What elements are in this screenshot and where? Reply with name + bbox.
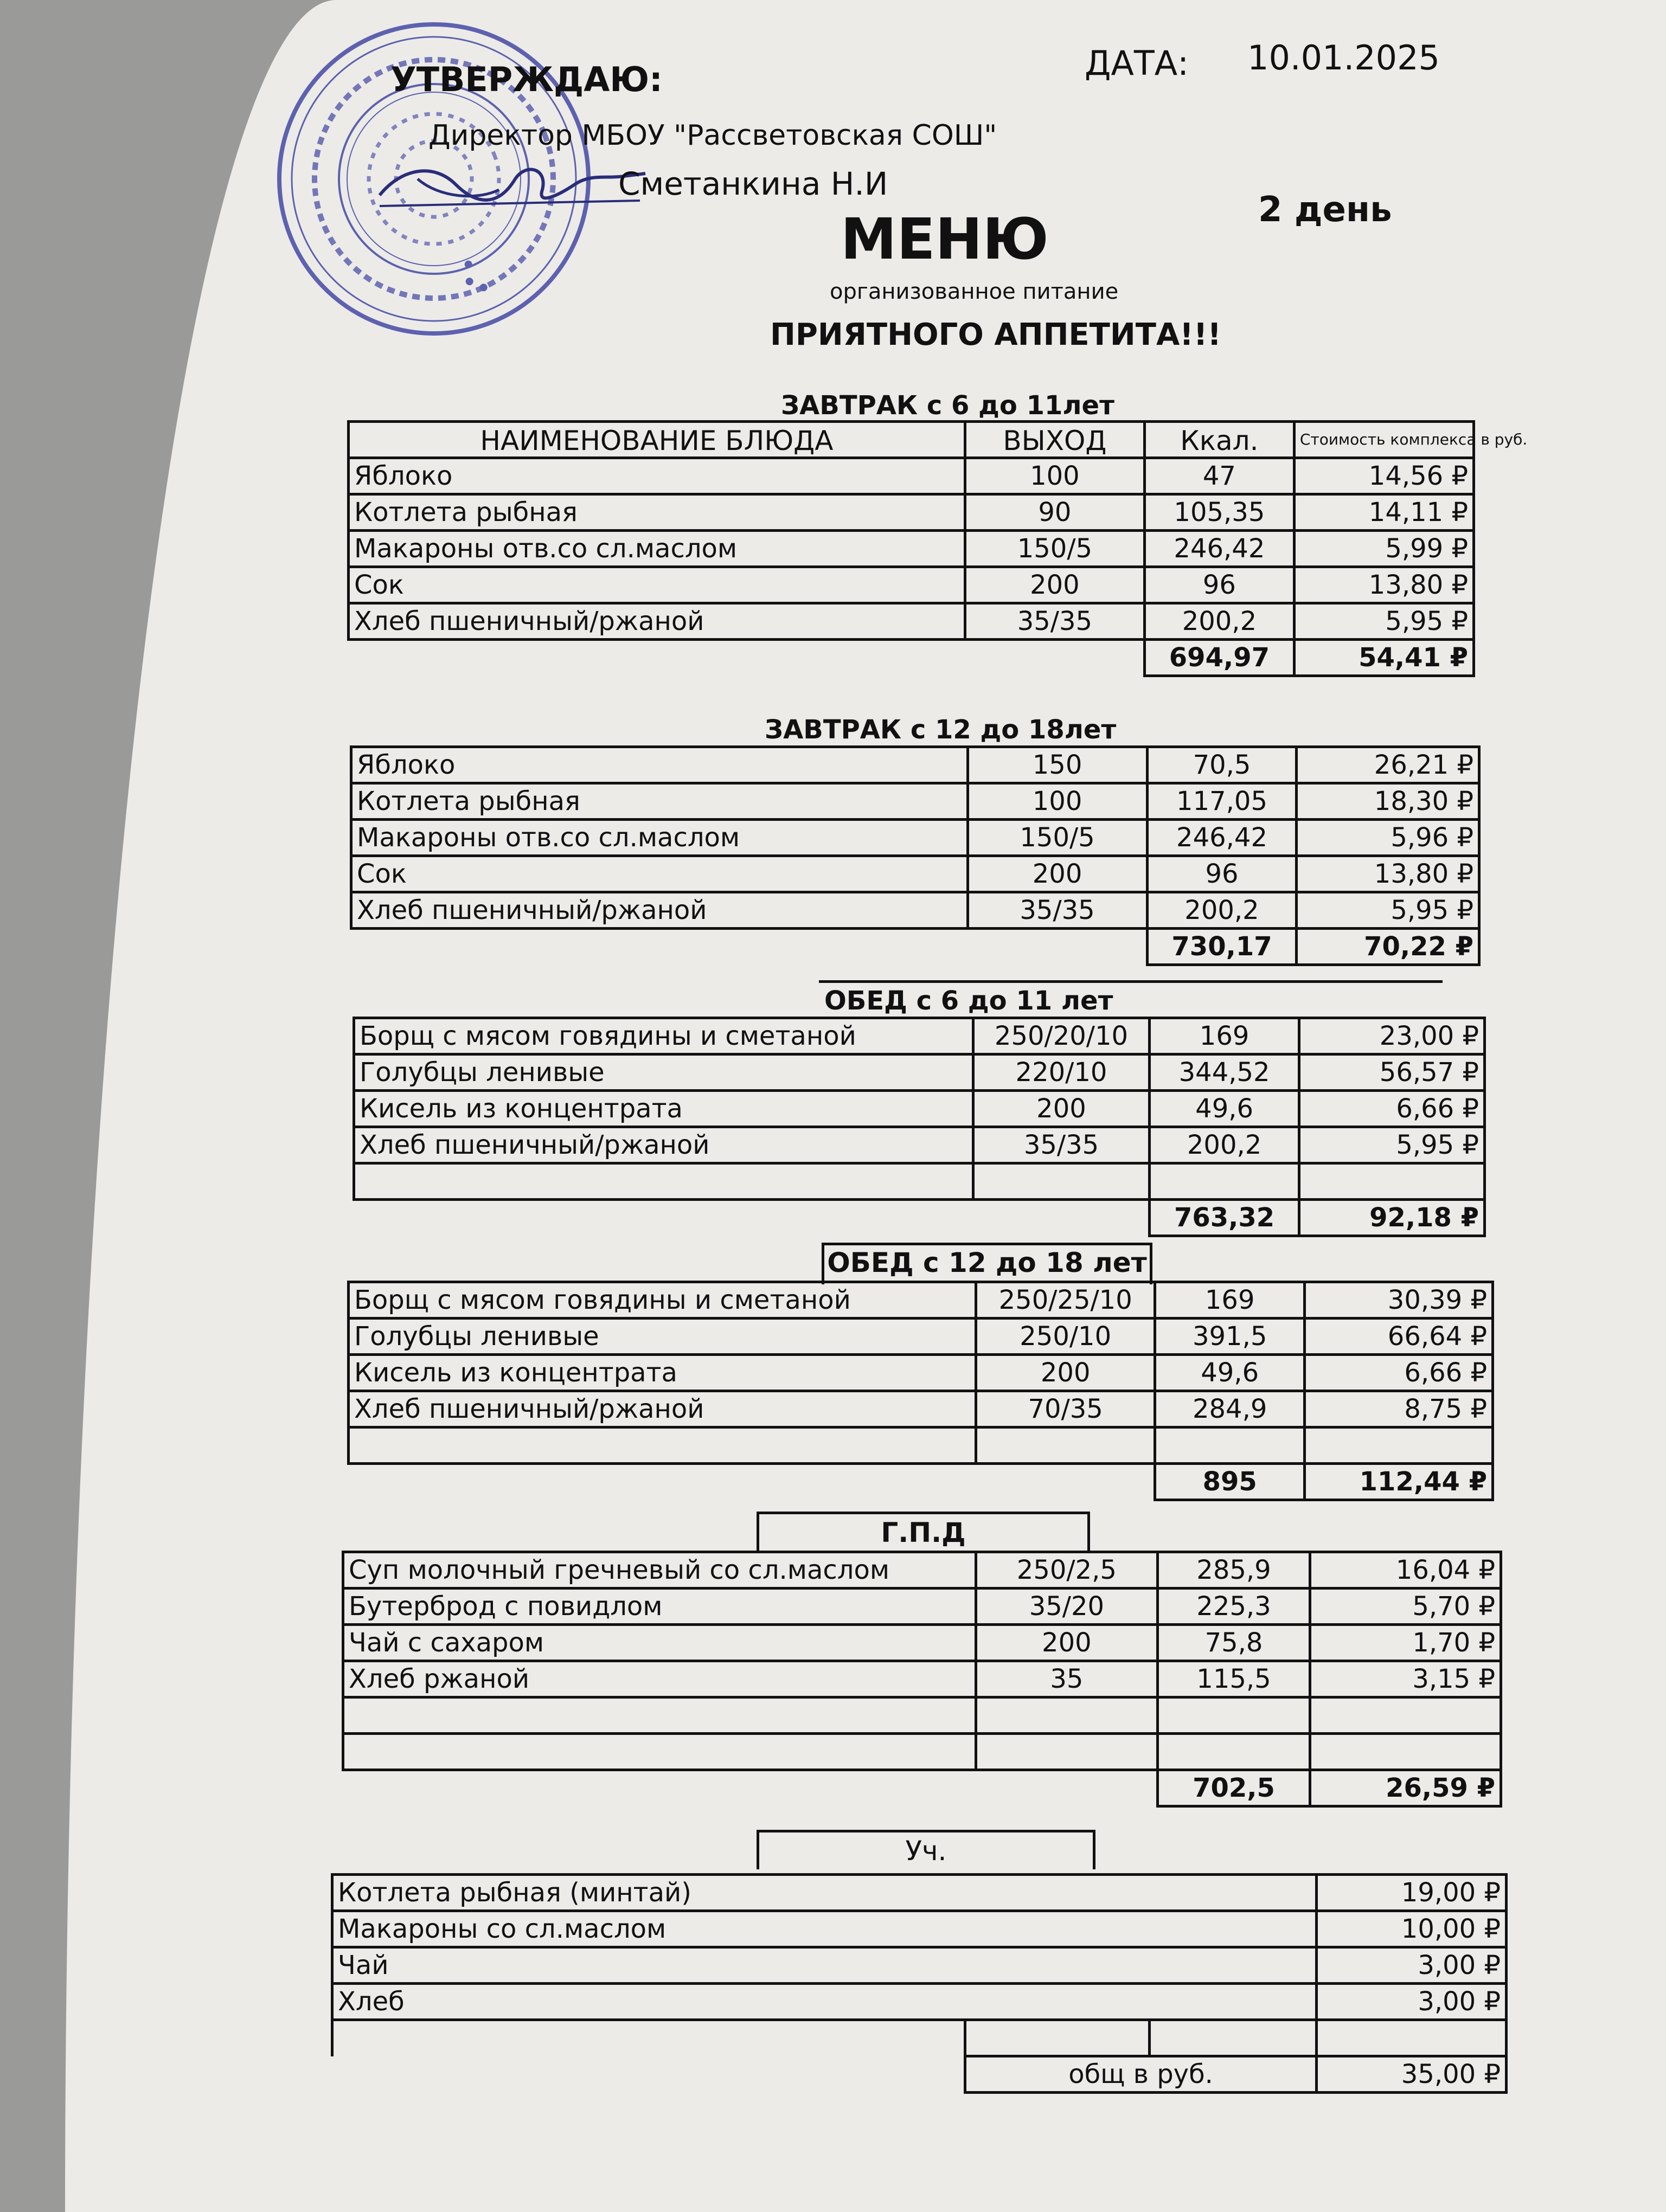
lunch-12-18-table (347, 1281, 1494, 1501)
director-name: Сметанкина Н.И (618, 165, 888, 202)
total-cost: 54,41 ₽ (1294, 640, 1473, 676)
dish-cost: 5,70 ₽ (1310, 1589, 1501, 1625)
table-row (349, 1319, 1493, 1355)
table-row (349, 567, 1474, 603)
dish-cost: 1,70 ₽ (1310, 1625, 1501, 1661)
dish-output: 200 (967, 856, 1147, 892)
dish-kcal: 105,35 (1144, 494, 1294, 531)
total-cost: 26,59 ₽ (1310, 1770, 1501, 1806)
dish-kcal: 70,5 (1147, 747, 1297, 783)
dish-output: 250/20/10 (973, 1018, 1149, 1054)
section-title-staff: Уч. (905, 1835, 947, 1867)
table-row (351, 820, 1479, 856)
dish-cost: 6,66 ₽ (1299, 1091, 1484, 1127)
dish-cost: 5,95 ₽ (1294, 603, 1473, 640)
col-header-cost: Стоимость комплекса в руб. (1294, 422, 1473, 458)
table-row (354, 1054, 1485, 1091)
total-kcal: 730,17 (1147, 929, 1297, 965)
dish-output: 100 (967, 783, 1147, 820)
table-row (332, 1911, 1507, 1947)
dish-cost: 3,00 ₽ (1316, 1984, 1506, 2020)
table-header-row (349, 422, 1474, 458)
table-row (349, 603, 1474, 640)
dish-cost: 13,80 ₽ (1297, 856, 1479, 892)
dish-cost: 5,95 ₽ (1297, 892, 1479, 929)
dish-name: Хлеб ржаной (343, 1661, 976, 1697)
dish-name: Сок (351, 856, 968, 892)
total-kcal: 694,97 (1144, 640, 1294, 676)
dish-name: Голубцы ленивые (354, 1054, 973, 1091)
dish-output: 220/10 (973, 1054, 1149, 1091)
dish-kcal: 200,2 (1147, 892, 1297, 929)
total-row (349, 1464, 1493, 1500)
dish-output: 100 (965, 458, 1144, 494)
section-title-lunch-6-11: ОБЕД с 6 до 11 лет (824, 986, 1113, 1016)
dish-name: Сок (349, 567, 965, 603)
table-row (351, 892, 1479, 929)
table-row (349, 494, 1474, 531)
dish-cost: 16,04 ₽ (1310, 1552, 1501, 1589)
table-row (343, 1589, 1501, 1625)
dish-name: Чай с сахаром (343, 1625, 976, 1661)
empty-row (349, 1427, 1493, 1464)
dish-kcal: 246,42 (1147, 820, 1297, 856)
dish-name: Хлеб пшеничный/ржаной (349, 603, 965, 640)
dish-output: 250/25/10 (976, 1282, 1155, 1319)
dish-kcal: 344,52 (1150, 1054, 1299, 1091)
empty-row (332, 2020, 1507, 2056)
dish-output: 70/35 (976, 1391, 1155, 1427)
table-row (332, 1947, 1507, 1984)
menu-sheet (65, 0, 1666, 2212)
dish-kcal: 75,8 (1158, 1625, 1310, 1661)
dish-cost: 26,21 ₽ (1297, 747, 1479, 783)
table-row (349, 1355, 1493, 1391)
dish-output: 35/35 (973, 1127, 1149, 1163)
table-row (349, 458, 1474, 494)
table-row (354, 1018, 1485, 1054)
page-title: МЕНЮ (841, 206, 1049, 272)
dish-name: Котлета рыбная (минтай) (332, 1875, 1317, 1911)
empty-row (343, 1697, 1501, 1734)
total-cost: 112,44 ₽ (1304, 1464, 1492, 1500)
total-row (351, 929, 1479, 965)
dish-kcal: 200,2 (1144, 603, 1294, 640)
table-row (354, 1127, 1485, 1163)
section-title-breakfast-12-18: ЗАВТРАК с 12 до 18лет (765, 715, 1117, 745)
dish-cost: 14,11 ₽ (1294, 494, 1473, 531)
dish-cost: 5,99 ₽ (1294, 531, 1473, 567)
dish-kcal: 47 (1144, 458, 1294, 494)
section-title-extended-day: Г.П.Д (881, 1517, 966, 1548)
dish-name: Макароны со сл.маслом (332, 1911, 1317, 1947)
dish-name: Макароны отв.со сл.маслом (349, 531, 965, 567)
dish-kcal: 49,6 (1155, 1355, 1304, 1391)
approve-heading: УТВЕРЖДАЮ: (390, 60, 663, 99)
table-row (343, 1552, 1501, 1589)
dish-name: Котлета рыбная (349, 494, 965, 531)
total-label: общ в руб. (965, 2056, 1316, 2093)
dish-output: 200 (976, 1625, 1158, 1661)
dish-kcal: 284,9 (1155, 1391, 1304, 1427)
dish-name: Макароны отв.со сл.маслом (351, 820, 968, 856)
dish-kcal: 169 (1150, 1018, 1299, 1054)
dish-cost: 18,30 ₽ (1297, 783, 1479, 820)
table-row (349, 1282, 1493, 1319)
dish-kcal: 96 (1144, 567, 1294, 603)
dish-output: 200 (965, 567, 1144, 603)
dish-output: 250/2,5 (976, 1552, 1158, 1589)
dish-cost: 23,00 ₽ (1299, 1018, 1484, 1054)
dish-output: 35/35 (967, 892, 1147, 929)
table-row (354, 1091, 1485, 1127)
dish-kcal: 115,5 (1158, 1661, 1310, 1697)
dish-name: Яблоко (349, 458, 965, 494)
dish-output: 35 (976, 1661, 1158, 1697)
total-cost: 35,00 ₽ (1316, 2056, 1506, 2093)
total-row (343, 1770, 1501, 1806)
dish-name: Голубцы ленивые (349, 1319, 976, 1355)
dish-output: 150/5 (967, 820, 1147, 856)
breakfast-12-18-table (350, 745, 1481, 966)
dish-cost: 3,15 ₽ (1310, 1661, 1501, 1697)
date-value: 10.01.2025 (1247, 38, 1440, 78)
total-kcal: 895 (1155, 1464, 1304, 1500)
breakfast-6-11-table (347, 420, 1528, 677)
dish-kcal: 391,5 (1155, 1319, 1304, 1355)
col-header-name: НАИМЕНОВАНИЕ БЛЮДА (349, 422, 965, 458)
col-header-output: ВЫХОД (965, 422, 1144, 458)
empty-row (354, 1163, 1485, 1200)
dish-cost: 13,80 ₽ (1294, 567, 1473, 603)
dish-kcal: 96 (1147, 856, 1297, 892)
greeting: ПРИЯТНОГО АППЕТИТА!!! (770, 317, 1221, 352)
section-title-lunch-12-18: ОБЕД с 12 до 18 лет (827, 1247, 1147, 1278)
section-divider (819, 980, 1443, 983)
dish-kcal: 246,42 (1144, 531, 1294, 567)
total-cost: 92,18 ₽ (1299, 1200, 1484, 1236)
dish-kcal: 49,6 (1150, 1091, 1299, 1127)
dish-cost: 6,66 ₽ (1304, 1355, 1492, 1391)
dish-cost: 56,57 ₽ (1299, 1054, 1484, 1091)
dish-cost: 14,56 ₽ (1294, 458, 1473, 494)
dish-name: Суп молочный гречневый со сл.маслом (343, 1552, 976, 1589)
lunch-6-11-table (353, 1017, 1486, 1237)
dish-name: Борщ с мясом говядины и сметаной (354, 1018, 973, 1054)
table-row (343, 1625, 1501, 1661)
dish-name: Кисель из концентрата (349, 1355, 976, 1391)
table-row (351, 783, 1479, 820)
signature (369, 146, 651, 222)
dish-cost: 30,39 ₽ (1304, 1282, 1492, 1319)
subtitle: организованное питание (830, 279, 1119, 304)
dish-name: Кисель из концентрата (354, 1091, 973, 1127)
empty-row (343, 1734, 1501, 1770)
director-line: Директор МБОУ "Рассветовская СОШ" (428, 119, 997, 152)
col-header-kcal: Ккал. (1144, 422, 1294, 458)
dish-cost: 19,00 ₽ (1316, 1875, 1506, 1911)
total-kcal: 702,5 (1158, 1770, 1310, 1806)
total-row (354, 1200, 1485, 1236)
dish-output: 250/10 (976, 1319, 1155, 1355)
table-row (351, 747, 1479, 783)
dish-name: Хлеб пшеничный/ржаной (349, 1391, 976, 1427)
dish-kcal: 225,3 (1158, 1589, 1310, 1625)
dish-output: 35/20 (976, 1589, 1158, 1625)
dish-kcal: 200,2 (1150, 1127, 1299, 1163)
dish-output: 150 (967, 747, 1147, 783)
table-row (332, 1875, 1507, 1911)
dish-name: Бутерброд с повидлом (343, 1589, 976, 1625)
section-title-breakfast-6-11: ЗАВТРАК с 6 до 11лет (781, 390, 1114, 421)
dish-cost: 5,95 ₽ (1299, 1127, 1484, 1163)
dish-cost: 66,64 ₽ (1304, 1319, 1492, 1355)
dish-name: Борщ с мясом говядины и сметаной (349, 1282, 976, 1319)
dish-output: 200 (973, 1091, 1149, 1127)
dish-cost: 5,96 ₽ (1297, 820, 1479, 856)
dish-kcal: 285,9 (1158, 1552, 1310, 1589)
total-row (332, 2056, 1507, 2093)
table-row (343, 1661, 1501, 1697)
dish-cost: 10,00 ₽ (1316, 1911, 1506, 1947)
date-label: ДАТА: (1085, 43, 1189, 83)
dish-output: 35/35 (965, 603, 1144, 640)
dish-name: Хлеб пшеничный/ржаной (351, 892, 968, 929)
total-cost: 70,22 ₽ (1297, 929, 1479, 965)
dish-name: Яблоко (351, 747, 968, 783)
total-row (349, 640, 1474, 676)
dish-name: Котлета рыбная (351, 783, 968, 820)
table-row (349, 531, 1474, 567)
day-label: 2 день (1258, 190, 1392, 230)
table-row (349, 1391, 1493, 1427)
dish-kcal: 117,05 (1147, 783, 1297, 820)
staff-table (331, 1873, 1508, 2094)
extended-day-table (342, 1551, 1502, 1808)
dish-name: Чай (332, 1947, 1317, 1984)
table-row (351, 856, 1479, 892)
dish-cost: 8,75 ₽ (1304, 1391, 1492, 1427)
dish-name: Хлеб пшеничный/ржаной (354, 1127, 973, 1163)
dish-output: 90 (965, 494, 1144, 531)
table-row (332, 1984, 1507, 2020)
dish-cost: 3,00 ₽ (1316, 1947, 1506, 1984)
dish-output: 200 (976, 1355, 1155, 1391)
total-kcal: 763,32 (1150, 1200, 1299, 1236)
dish-name: Хлеб (332, 1984, 1317, 2020)
dish-kcal: 169 (1155, 1282, 1304, 1319)
dish-output: 150/5 (965, 531, 1144, 567)
